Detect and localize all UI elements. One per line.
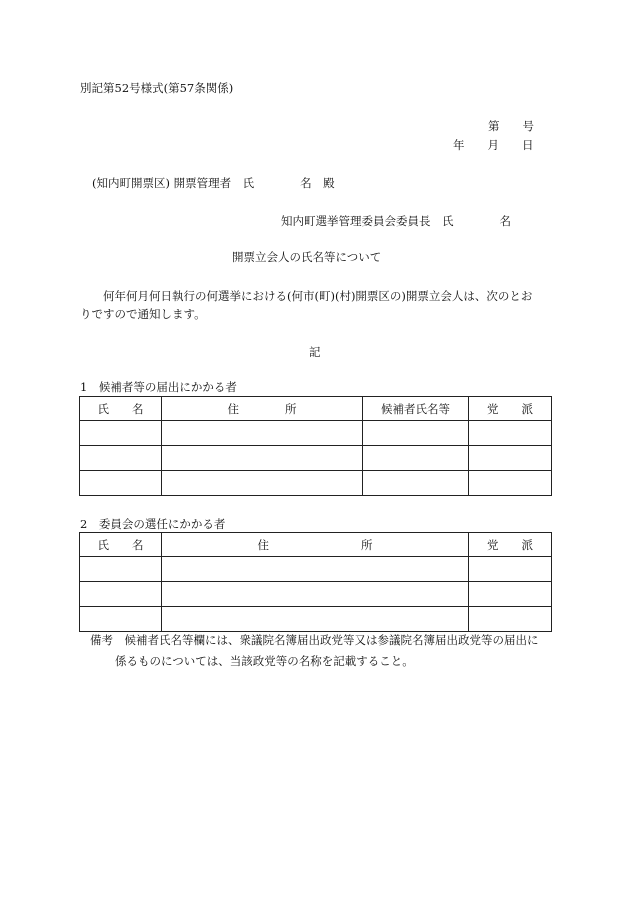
table-cell[interactable]: [80, 446, 162, 471]
table-cell[interactable]: [162, 421, 363, 446]
column-header-name: 氏 名: [80, 397, 162, 421]
table-cell[interactable]: [162, 582, 469, 607]
section-1-title: 1 候補者等の届出にかかる者: [80, 380, 237, 394]
table-row: [80, 607, 552, 632]
table-row: [80, 582, 552, 607]
candidate-witness-table: [79, 396, 552, 496]
table-cell[interactable]: [469, 471, 552, 496]
body-text-line-2: りですので通知します。: [80, 307, 206, 321]
table-cell[interactable]: [469, 582, 552, 607]
table-cell[interactable]: [469, 557, 552, 582]
column-header-party: 党 派: [469, 533, 552, 557]
table-header-row: [80, 533, 552, 557]
committee-witness-table: [79, 532, 552, 632]
sender: 知内町選挙管理委員会委員長 氏 名: [281, 214, 511, 228]
table-row: [80, 471, 552, 496]
table-cell[interactable]: [469, 607, 552, 632]
table-cell[interactable]: [363, 446, 469, 471]
form-reference: 別記第52号様式(第57条関係): [80, 81, 234, 95]
document-date: 年 月 日: [453, 138, 534, 152]
table-cell[interactable]: [469, 421, 552, 446]
document-subject: 開票立会人の氏名等について: [232, 250, 382, 264]
table-row: [80, 446, 552, 471]
table-cell[interactable]: [469, 446, 552, 471]
table-cell[interactable]: [363, 421, 469, 446]
table-cell[interactable]: [80, 607, 162, 632]
table-cell[interactable]: [162, 446, 363, 471]
table-cell[interactable]: [80, 471, 162, 496]
section-2-title: 2 委員会の選任にかかる者: [80, 517, 226, 531]
table-row: [80, 557, 552, 582]
table-cell[interactable]: [162, 607, 469, 632]
column-header-name: 氏 名: [80, 533, 162, 557]
column-header-address: 住 所: [162, 533, 469, 557]
table-cell[interactable]: [162, 557, 469, 582]
table-cell[interactable]: [80, 421, 162, 446]
table-row: [80, 421, 552, 446]
document-number: 第 号: [488, 119, 534, 133]
table-header-row: [80, 397, 552, 421]
column-header-party: 党 派: [469, 397, 552, 421]
addressee: (知内町開票区) 開票管理者 氏 名 殿: [92, 176, 335, 190]
ki-heading: 記: [309, 345, 321, 359]
table-cell[interactable]: [80, 582, 162, 607]
table-cell[interactable]: [363, 471, 469, 496]
column-header-address: 住 所: [162, 397, 363, 421]
note-line-2: 係るものについては、当該政党等の名称を記載すること。: [115, 654, 414, 668]
table-cell[interactable]: [162, 471, 363, 496]
body-text-line-1: 何年何月何日執行の何選挙における(何市(町)(村)開票区の)開票立会人は、次のとお: [103, 289, 533, 303]
note-line-1: 備考 候補者氏名等欄には、衆議院名簿届出政党等又は参議院名簿届出政党等の届出に: [90, 633, 539, 647]
table-cell[interactable]: [80, 557, 162, 582]
column-header-candidate: 候補者氏名等: [363, 397, 469, 421]
